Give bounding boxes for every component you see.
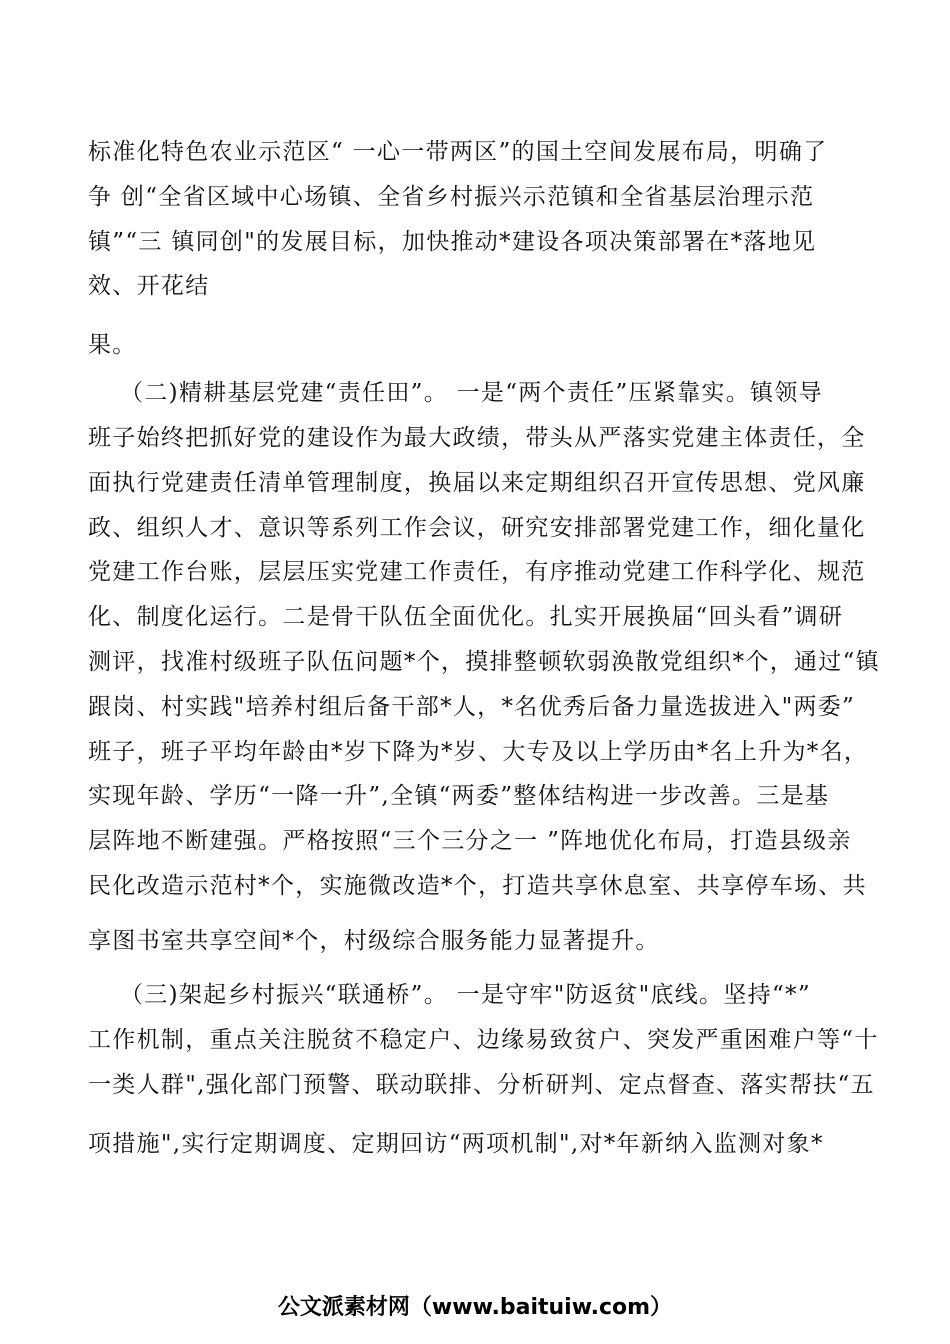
section-heading-3: （三)架起乡村振兴“联通桥”。 一是守牢"防返贫"底线。坚持“*”: [120, 982, 811, 1008]
text-line: 党建工作台账，层层压实党建工作责任，有序推动党建工作科学化、规范: [88, 559, 866, 585]
text-line: 果。: [88, 332, 137, 358]
text-line: 测评，找准村级班子队伍问题*个，摸排整顿软弱涣散党组织*个，通过“镇: [88, 649, 880, 675]
text-line: 跟岗、村实践"培养村组后备干部*人，*名优秀后备力量选拔进入"两委”: [88, 694, 856, 720]
text-line: 项措施",实行定期调度、定期回访“两项机制",对*年新纳入监测对象*: [88, 1131, 824, 1157]
text-line: 争 创“全省区域中心场镇、全省乡村振兴示范镇和全省基层治理示范: [88, 184, 815, 210]
text-line: 效、开花结: [88, 273, 210, 299]
text-line: 面执行党建责任清单管理制度，换届以来定期组织召开宣传思想、党风廉: [88, 470, 866, 496]
text-line: 班子始终把抓好党的建设作为最大政绩，带头从严落实党建主体责任，全: [88, 425, 866, 451]
watermark-footer: 公文派素材网（www.baituiw.com）: [277, 1295, 673, 1320]
text-line: 班子，班子平均年龄由*岁下降为*岁、大专及以上学历由*名上升为*名，: [88, 739, 869, 765]
text-line: 民化改造示范村*个，实施微改造*个，打造共享休息室、共享停车场、共: [88, 873, 867, 899]
text-line: 实现年龄、学历“一降一升”,全镇“两委”整体结构进一步改善。三是基: [88, 783, 830, 809]
text-line: 标准化特色农业示范区“ 一心一带两区”的国土空间发展布局，明确了: [88, 139, 828, 165]
text-line: 层阵地不断建强。严格按照“三个三分之一 ”阵地优化布局，打造县级亲: [88, 828, 852, 854]
text-line: 享图书室共享空间*个，村级综合服务能力显著提升。: [88, 928, 660, 954]
text-line: 镇”“三 镇同创"的发展目标，加快推动*建设各项决策部署在*落地见: [88, 229, 817, 255]
text-line: 工作机制，重点关注脱贫不稳定户、边缘易致贫户、突发严重困难户等“十: [88, 1027, 879, 1053]
text-line: 一类人群",强化部门预警、联动联排、分析研判、定点督查、落实帮扶“五: [88, 1072, 875, 1098]
text-line: 政、组织人才、意识等系列工作会议，研究安排部署党建工作，细化量化: [88, 515, 866, 541]
text-line: 化、制度化运行。二是骨干队伍全面优化。扎实开展换届“回头看”调研: [88, 604, 844, 630]
section-heading-2: （二)精耕基层党建“责任田”。 一是“两个责任”压紧靠实。镇领导: [120, 380, 823, 406]
